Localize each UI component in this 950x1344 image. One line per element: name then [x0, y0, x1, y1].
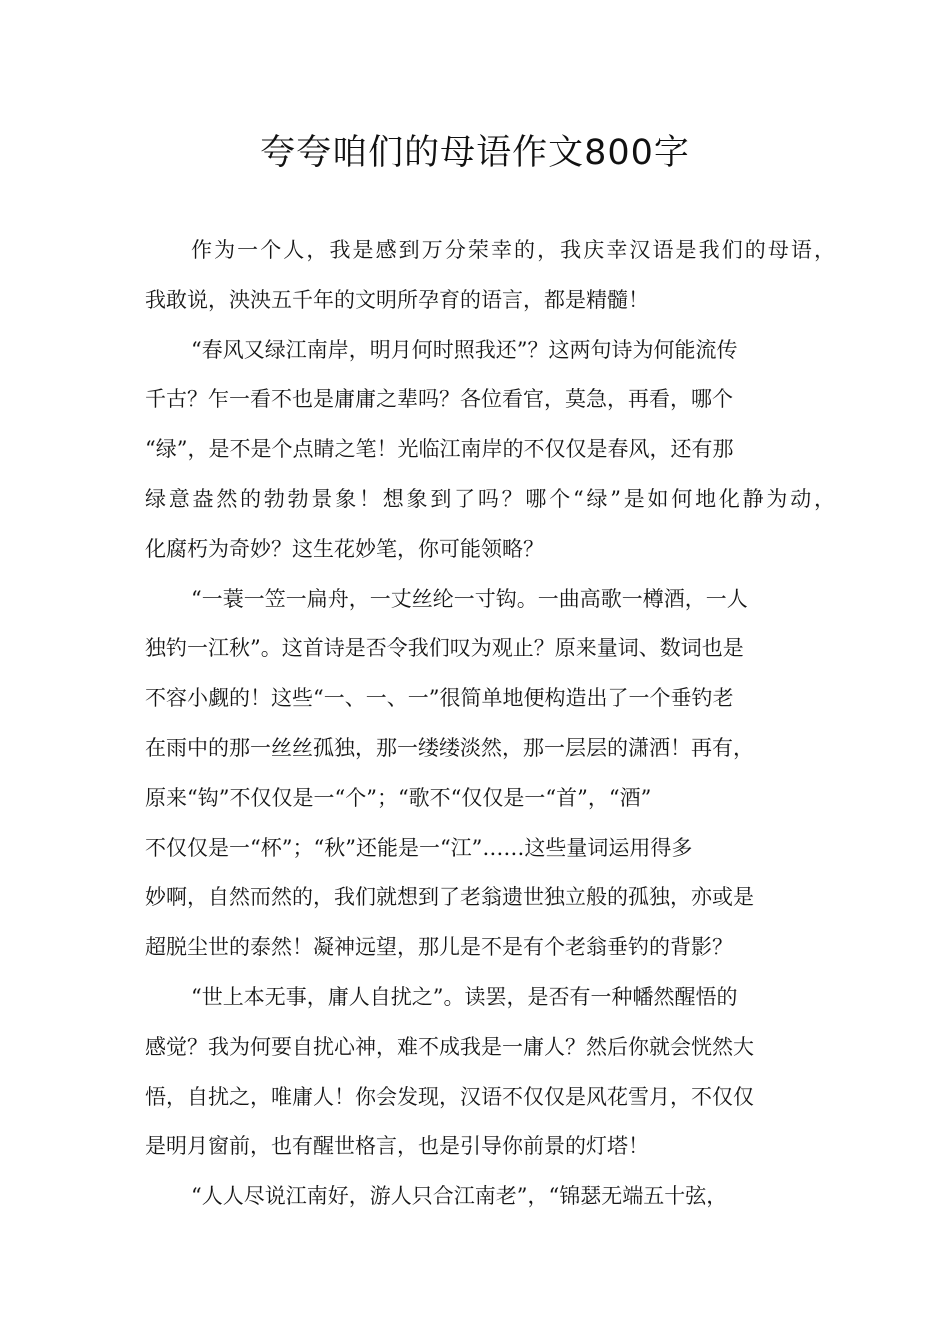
text-line: 是明月窗前，也有醒世格言，也是引导你前景的灯塔！ — [145, 1134, 649, 1159]
text-line: “人人尽说江南好，游人只合江南老”，“锦瑟无端五十弦， — [191, 1184, 728, 1209]
text-line: 不仅仅是一“杯”；“秋”还能是一“江”……这些量词运用得多 — [145, 835, 693, 860]
text-line: “春风又绿江南岸，明月何时照我还”？这两句诗为何能流传 — [191, 337, 738, 362]
text-line: 不容小觑的！这些“一、一、一”很简单地便构造出了一个垂钓老 — [145, 686, 734, 711]
text-line: “世上本无事，庸人自扰之”。读罢，是否有一种幡然醒悟的 — [191, 984, 738, 1009]
text-line: “一蓑一笠一扁舟，一丈丝纶一寸钩。一曲高歌一樽酒，一人 — [191, 586, 748, 611]
text-line: 超脱尘世的泰然！凝神远望，那儿是不是有个老翁垂钓的背影？ — [145, 935, 733, 960]
text-line: 感觉？我为何要自扰心神，难不成我是一庸人？然后你就会恍然大 — [145, 1034, 754, 1059]
text-line: 千古？乍一看不也是庸庸之辈吗？各位看官，莫急，再看，哪个 — [145, 387, 733, 412]
text-line: 悟，自扰之，唯庸人！你会发现，汉语不仅仅是风花雪月，不仅仅 — [145, 1084, 754, 1109]
text-line: 作为一个人，我是感到万分荣幸的，我庆幸汉语是我们的母语， — [191, 238, 835, 262]
document-body — [145, 226, 835, 1222]
text-line: 在雨中的那一丝丝孤独，那一缕缕淡然，那一层层的潇洒！再有， — [145, 735, 754, 760]
text-line: 化腐朽为奇妙？这生花妙笔，你可能领略？ — [145, 536, 544, 561]
text-line: 绿意盎然的勃勃景象！想象到了吗？哪个“绿”是如何地化静为动， — [145, 486, 835, 511]
text-line: “绿”，是不是个点睛之笔！光临江南岸的不仅仅是春风，还有那 — [145, 437, 734, 462]
document-title: 夸夸咱们的母语作文800字 — [260, 133, 690, 173]
text-line: 原来“钩”不仅仅是一“个”；“歌不“仅仅是一“首”，“酒” — [145, 785, 652, 810]
text-line: 妙啊，自然而然的，我们就想到了老翁遗世独立般的孤独，亦或是 — [145, 885, 754, 910]
text-line: 独钓一江秋”。这首诗是否令我们叹为观止？原来量词、数词也是 — [145, 636, 744, 661]
text-line: 我敢说，泱泱五千年的文明所孕育的语言，都是精髓！ — [145, 287, 649, 312]
